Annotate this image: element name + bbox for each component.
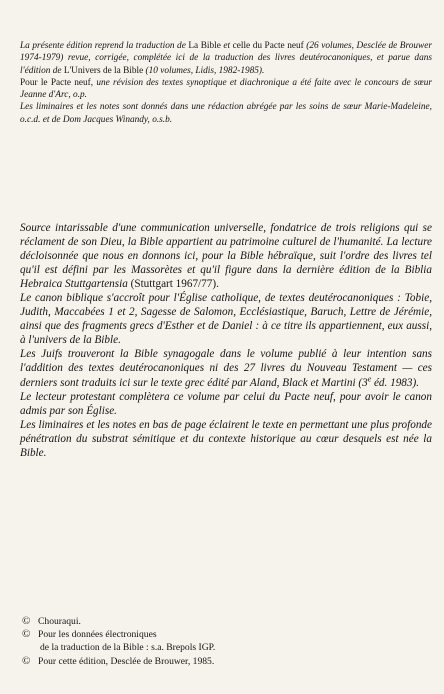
presentation-paragraph-4: Le lecteur protestant complètera ce volume par celui du Pacte neuf, pour avoir le canon admis par son Église. (20, 390, 432, 417)
edition-note-1-text-2: (26 volumes, Desclée de Brouwer 1974-1979) revue, corrigée, complétée ici de la traduction des livres deutérocanoniques, et parue dans l'édition de (20, 41, 432, 76)
edition-note-3: Les liminaires et les notes sont donnés dans une rédaction abrégée par les soins de sœur Marie-Madeleine, o.c.d. et de Dom Jacques Winandy, o.s.b. (20, 102, 432, 125)
edition-note-2 (20, 77, 432, 102)
presentation-paragraph-3 (20, 347, 432, 389)
copyright-icon: © (22, 628, 31, 641)
presentation-paragraph-3-sup: e (367, 373, 372, 383)
presentation-paragraph-5: Les liminaires et les notes en bas de page éclairent le texte en permettant une plus profonde pénétration du substrat sémitique et du contexte historique au cœur desquels est née la Bible. (20, 418, 432, 459)
copyright-icon: © (22, 615, 31, 627)
edition-note-2-lead: Pour le (20, 77, 51, 88)
copyright-line-3: de la traduction de la Bible : s.a. Brepols IGP. (40, 642, 216, 654)
edition-note-1-text-3: (10 volumes, Lidis, 1982-1985). (143, 65, 265, 76)
copyright-icon: © (22, 654, 31, 667)
edition-note-1-title-3: L'Univers de la Bible (63, 65, 144, 76)
presentation-paragraph-1-text: Source intarissable d'une communication universelle, fondatrice de trois religions qui se réclament de son Dieu, la Bible appartient au patrimoine culturel de l'humanité. La lecture décloisonnée que nous en donnons ici, pour la Bible hébraïque, suit l'ordre des livres tel qu'il est défini par les Massorètes et qu'il figure dans la dernière édition de la Biblia Hebraica Stuttgartensia (20, 222, 432, 291)
edition-notes (20, 40, 432, 126)
edition-note-1-text: La présente édition reprend la traduction de (20, 41, 189, 51)
presentation-paragraph-3-text-2: éd. 1983). (371, 376, 420, 389)
copyright-text-4: Pour cette édition, Desclée de Brouwer, 1985. (38, 655, 215, 667)
edition-note-1-conj: et (220, 41, 233, 51)
presentation-text (20, 221, 432, 460)
copyright-block (22, 615, 422, 668)
presentation-paragraph-1-ref: (Stuttgart 1967/77). (130, 278, 219, 291)
copyright-line-4 (22, 655, 422, 668)
edition-note-1-title: La Bible (188, 41, 221, 51)
copyright-text-2: Pour les données électroniques (38, 629, 157, 641)
edition-note-1-title-2: celle du Pacte neuf (232, 41, 304, 51)
copyright-line-1 (22, 615, 422, 628)
presentation-paragraph-1 (20, 221, 432, 291)
copyright-line-2 (22, 628, 422, 641)
presentation-paragraph-3-text: Les Juifs trouveront la Bible synagogale dans le volume publié à leur intention sans l'addition des textes deutérocanoniques ni des 27 livres du Nouveau Testament — ces derniers sont traduits ici sur le texte grec édité par Aland, Black et Martini (3 (20, 348, 432, 389)
edition-note-1 (20, 40, 432, 77)
edition-note-2-text: , une révision des textes synoptique et diachronique a été faite avec le concours de sœur Jeanne d'Arc, o.p. (20, 77, 433, 101)
edition-note-2-title: Pacte neuf (50, 77, 91, 88)
copyright-text-1: Chouraqui. (38, 616, 81, 627)
presentation-paragraph-2: Le canon biblique s'accroît pour l'Église catholique, de textes deutérocanoniques : Tobie, Judith, Maccabées 1 et 2, Sagesse de Salomon, Ecclésiastique, Baruch, Lettre de Jérémie, ainsi que des fragments grecs d'Esther et de Daniel : à ce titre ils appartiennent, eux aussi, à l'univers de la Bible. (20, 292, 432, 347)
